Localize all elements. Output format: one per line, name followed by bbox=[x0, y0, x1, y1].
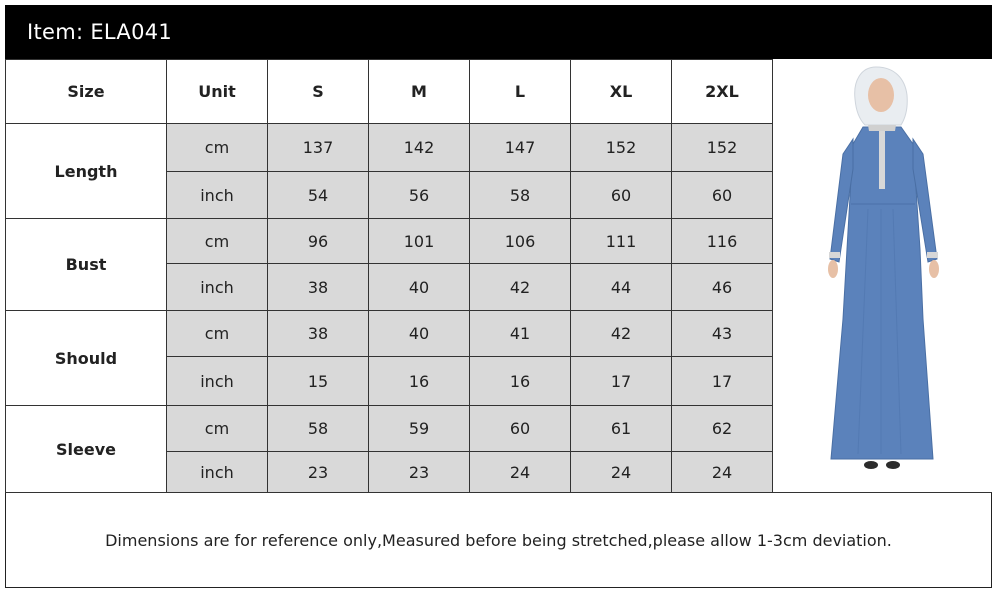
size-col-xl: XL bbox=[571, 60, 672, 124]
value-cell: 58 bbox=[268, 406, 369, 452]
value-cell: 16 bbox=[369, 357, 470, 406]
value-cell: 46 bbox=[672, 264, 773, 311]
measure-label: Should bbox=[6, 311, 167, 406]
size-col-2xl: 2XL bbox=[672, 60, 773, 124]
title-bar bbox=[5, 5, 992, 59]
size-col-s: S bbox=[268, 60, 369, 124]
unit-cell: cm bbox=[167, 124, 268, 172]
size-table bbox=[5, 59, 773, 493]
value-cell: 43 bbox=[672, 311, 773, 357]
value-cell: 61 bbox=[571, 406, 672, 452]
value-cell: 24 bbox=[571, 452, 672, 493]
value-cell: 38 bbox=[268, 264, 369, 311]
value-cell: 116 bbox=[672, 219, 773, 264]
value-cell: 142 bbox=[369, 124, 470, 172]
unit-header: Unit bbox=[167, 60, 268, 124]
model-photo bbox=[773, 59, 992, 493]
value-cell: 96 bbox=[268, 219, 369, 264]
value-cell: 40 bbox=[369, 264, 470, 311]
value-cell: 54 bbox=[268, 172, 369, 219]
size-col-m: M bbox=[369, 60, 470, 124]
unit-cell: inch bbox=[167, 357, 268, 406]
value-cell: 106 bbox=[470, 219, 571, 264]
table-row bbox=[6, 219, 773, 264]
value-cell: 15 bbox=[268, 357, 369, 406]
size-header: Size bbox=[6, 60, 167, 124]
value-cell: 23 bbox=[369, 452, 470, 493]
unit-cell: inch bbox=[167, 264, 268, 311]
value-cell: 44 bbox=[571, 264, 672, 311]
value-cell: 147 bbox=[470, 124, 571, 172]
value-cell: 111 bbox=[571, 219, 672, 264]
value-cell: 152 bbox=[571, 124, 672, 172]
measure-label: Sleeve bbox=[6, 406, 167, 493]
value-cell: 24 bbox=[672, 452, 773, 493]
value-cell: 38 bbox=[268, 311, 369, 357]
measure-label: Bust bbox=[6, 219, 167, 311]
value-cell: 42 bbox=[470, 264, 571, 311]
value-cell: 41 bbox=[470, 311, 571, 357]
unit-cell: cm bbox=[167, 219, 268, 264]
unit-cell: inch bbox=[167, 172, 268, 219]
value-cell: 152 bbox=[672, 124, 773, 172]
value-cell: 60 bbox=[672, 172, 773, 219]
value-cell: 60 bbox=[571, 172, 672, 219]
measure-label: Length bbox=[6, 124, 167, 219]
value-cell: 60 bbox=[470, 406, 571, 452]
table-row bbox=[6, 406, 773, 452]
value-cell: 101 bbox=[369, 219, 470, 264]
unit-cell: cm bbox=[167, 311, 268, 357]
footer-note: Dimensions are for reference only,Measured before being stretched,please allow 1-3cm deviation. bbox=[105, 531, 892, 550]
value-cell: 23 bbox=[268, 452, 369, 493]
value-cell: 62 bbox=[672, 406, 773, 452]
value-cell: 40 bbox=[369, 311, 470, 357]
item-title: Item: ELA041 bbox=[27, 20, 173, 44]
value-cell: 137 bbox=[268, 124, 369, 172]
value-cell: 16 bbox=[470, 357, 571, 406]
value-cell: 17 bbox=[672, 357, 773, 406]
value-cell: 42 bbox=[571, 311, 672, 357]
table-header-row bbox=[6, 60, 773, 124]
value-cell: 56 bbox=[369, 172, 470, 219]
value-cell: 58 bbox=[470, 172, 571, 219]
table-row bbox=[6, 124, 773, 172]
value-cell: 59 bbox=[369, 406, 470, 452]
value-cell: 24 bbox=[470, 452, 571, 493]
unit-cell: inch bbox=[167, 452, 268, 493]
model-dress-illustration bbox=[773, 59, 992, 493]
value-cell: 17 bbox=[571, 357, 672, 406]
table-row bbox=[6, 311, 773, 357]
unit-cell: cm bbox=[167, 406, 268, 452]
size-col-l: L bbox=[470, 60, 571, 124]
